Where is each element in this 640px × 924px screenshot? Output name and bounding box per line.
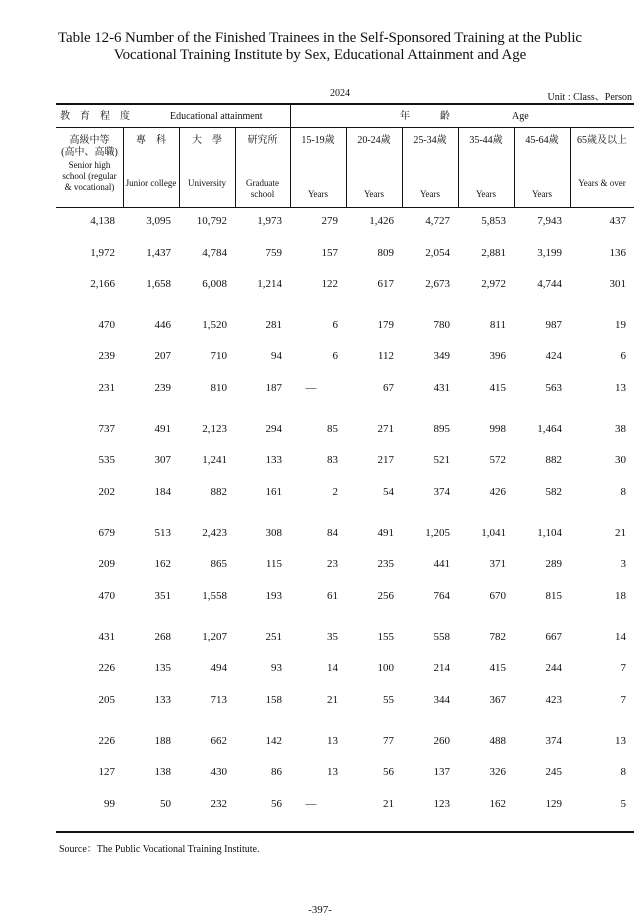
table-cell: 232 [210, 798, 227, 810]
table-cell: 424 [545, 350, 562, 362]
table-cell: 782 [489, 631, 506, 643]
table-cell: 10,792 [196, 215, 227, 227]
table-cell: 23 [327, 558, 338, 570]
table-cell: 667 [545, 631, 562, 643]
top-rule [56, 103, 634, 105]
table-cell: 162 [154, 558, 171, 570]
table-cell: 239 [98, 350, 115, 362]
table-cell: 136 [609, 247, 626, 259]
column-header-en: Senior high school (regular & vocational) [62, 160, 117, 192]
table-cell: 260 [433, 735, 450, 747]
table-cell: 214 [433, 662, 450, 674]
table-cell: 19 [615, 319, 626, 331]
table-cell: 14 [615, 631, 626, 643]
table-cell: 2,166 [90, 278, 115, 290]
column-header-en: Years [419, 189, 441, 199]
table-cell: 670 [489, 590, 506, 602]
column-header-en: Years [363, 189, 385, 199]
table-cell: 367 [489, 694, 506, 706]
table-cell: 1,426 [369, 215, 394, 227]
table-cell: 138 [154, 766, 171, 778]
table-cell: 289 [545, 558, 562, 570]
column-header-en: Years [475, 189, 497, 199]
table-cell: 6,008 [202, 278, 227, 290]
table-cell: 161 [265, 486, 282, 498]
table-cell: 1,241 [202, 454, 227, 466]
table-cell: 21 [383, 798, 394, 810]
table-cell: 184 [154, 486, 171, 498]
table-title [0, 30, 640, 64]
table-cell: 2,881 [481, 247, 506, 259]
table-cell: 5,853 [481, 215, 506, 227]
table-cell: 207 [154, 350, 171, 362]
table-cell: 710 [210, 350, 227, 362]
column-header-zh: 高級中等 [69, 135, 110, 146]
title-line-2: Vocational Training Institute by Sex, Educational Attainment and Age [113, 47, 527, 63]
table-cell: 6 [332, 350, 338, 362]
table-cell: 759 [265, 247, 282, 259]
table-cell: 123 [433, 798, 450, 810]
table-cell: 713 [210, 694, 227, 706]
table-cell: 67 [383, 382, 394, 394]
table-cell: 193 [265, 590, 282, 602]
table-cell: 8 [620, 766, 626, 778]
column-divider [290, 105, 291, 207]
bottom-rule [56, 831, 634, 833]
table-cell: 239 [154, 382, 171, 394]
column-header-en: Junior college [125, 178, 177, 188]
table-cell: 61 [327, 590, 338, 602]
table-cell: 1,972 [90, 247, 115, 259]
table-cell: 13 [615, 735, 626, 747]
unit-label: Unit : Class、Person [547, 92, 632, 103]
year-label: 2024 [330, 88, 350, 99]
table-cell: 217 [377, 454, 394, 466]
table-cell: 811 [489, 319, 506, 331]
table-cell: 307 [154, 454, 171, 466]
table-cell: 2,673 [425, 278, 450, 290]
table-cell: 226 [98, 662, 115, 674]
column-header-zh: 25-34歲 [413, 135, 447, 146]
table-cell: 94 [271, 350, 282, 362]
table-cell: 488 [489, 735, 506, 747]
edu-group-en: Educational attainment [170, 111, 263, 122]
table-cell: 426 [489, 486, 506, 498]
table-cell: 205 [98, 694, 115, 706]
table-cell: 1,205 [425, 527, 450, 539]
table-cell: 55 [383, 694, 394, 706]
table-cell: 521 [433, 454, 450, 466]
table-cell: 85 [327, 423, 338, 435]
column-header-zh: 15-19歲 [301, 135, 335, 146]
table-cell: 371 [489, 558, 506, 570]
table-cell: 582 [545, 486, 562, 498]
table-cell: 987 [545, 319, 562, 331]
edu-group-zh: 教 育 程 度 [60, 111, 130, 122]
table-cell: 231 [98, 382, 115, 394]
table-cell: 54 [383, 486, 394, 498]
table-cell: 155 [377, 631, 394, 643]
table-cell: 1,041 [481, 527, 506, 539]
table-cell: 56 [271, 798, 282, 810]
table-cell: 99 [104, 798, 115, 810]
table-cell: 226 [98, 735, 115, 747]
table-cell: 563 [545, 382, 562, 394]
table-cell: 187 [265, 382, 282, 394]
source-note: Source：The Public Vocational Training Institute. [59, 844, 260, 855]
table-cell: 446 [154, 319, 171, 331]
table-cell: 21 [327, 694, 338, 706]
table-cell: 3,199 [537, 247, 562, 259]
table-cell: 415 [489, 662, 506, 674]
column-header-en: Years & over [578, 178, 626, 188]
table-cell: 1,104 [537, 527, 562, 539]
column-header-en: Graduate school [246, 178, 279, 199]
table-cell: 2,423 [202, 527, 227, 539]
table-cell: 188 [154, 735, 171, 747]
table-cell: 209 [98, 558, 115, 570]
table-cell: 895 [433, 423, 450, 435]
table-cell: 245 [545, 766, 562, 778]
table-cell: 279 [321, 215, 338, 227]
column-header-en: University [188, 178, 226, 188]
table-cell: 133 [154, 694, 171, 706]
table-cell: 18 [615, 590, 626, 602]
table-cell: 162 [489, 798, 506, 810]
table-cell: 115 [265, 558, 282, 570]
table-cell: 38 [615, 423, 626, 435]
table-cell: 301 [609, 278, 626, 290]
table-cell: 491 [377, 527, 394, 539]
column-header-zh: 45-64歲 [525, 135, 559, 146]
table-cell: 122 [321, 278, 338, 290]
table-cell: 1,558 [202, 590, 227, 602]
table-cell: 268 [154, 631, 171, 643]
table-cell: 1,520 [202, 319, 227, 331]
table-cell: 396 [489, 350, 506, 362]
age-group-zh: 年 齡 [400, 111, 450, 122]
table-cell: 431 [433, 382, 450, 394]
table-cell: 679 [98, 527, 115, 539]
table-cell: 470 [98, 319, 115, 331]
table-cell: 7 [620, 662, 626, 674]
table-cell: 535 [98, 454, 115, 466]
table-cell: 35 [327, 631, 338, 643]
table-cell: 2 [332, 486, 338, 498]
table-cell: 1,207 [202, 631, 227, 643]
table-cell: 415 [489, 382, 506, 394]
table-cell: 4,784 [202, 247, 227, 259]
table-cell: 2,972 [481, 278, 506, 290]
table-cell: 1,658 [146, 278, 171, 290]
table-cell: 491 [154, 423, 171, 435]
table-cell: 6 [620, 350, 626, 362]
table-cell: 4,727 [425, 215, 450, 227]
table-cell: 374 [545, 735, 562, 747]
table-cell: 572 [489, 454, 506, 466]
table-cell: 470 [98, 590, 115, 602]
table-cell: 244 [545, 662, 562, 674]
table-cell: — [305, 798, 317, 810]
table-cell: 351 [154, 590, 171, 602]
table-cell: 344 [433, 694, 450, 706]
column-header-en: Years [531, 189, 553, 199]
table-cell: 84 [327, 527, 338, 539]
table-cell: 1,973 [257, 215, 282, 227]
table-cell: 179 [377, 319, 394, 331]
table-cell: 100 [377, 662, 394, 674]
table-cell: 133 [265, 454, 282, 466]
table-cell: 4,138 [90, 215, 115, 227]
table-cell: 374 [433, 486, 450, 498]
table-cell: 281 [265, 319, 282, 331]
table-cell: 8 [620, 486, 626, 498]
age-group-en: Age [512, 111, 529, 122]
table-cell: 513 [154, 527, 171, 539]
table-cell: 157 [321, 247, 338, 259]
table-cell: 7 [620, 694, 626, 706]
table-cell: 13 [327, 735, 338, 747]
table-cell: 142 [265, 735, 282, 747]
table-cell: 50 [160, 798, 171, 810]
column-header-zh: 大 學 [192, 135, 222, 146]
page-number: -397- [308, 904, 332, 916]
table-cell: 431 [98, 631, 115, 643]
table-cell: 882 [545, 454, 562, 466]
table-cell: 21 [615, 527, 626, 539]
table-cell: 251 [265, 631, 282, 643]
table-cell: 137 [433, 766, 450, 778]
column-header-zh-sub: (高中、高職) [61, 147, 118, 158]
table-cell: 135 [154, 662, 171, 674]
table-cell: 349 [433, 350, 450, 362]
table-cell: 662 [210, 735, 227, 747]
table-cell: 3 [620, 558, 626, 570]
table-cell: 235 [377, 558, 394, 570]
table-cell: 127 [98, 766, 115, 778]
table-cell: 430 [210, 766, 227, 778]
table-cell: 1,214 [257, 278, 282, 290]
column-header-zh: 研究所 [247, 135, 278, 146]
column-header-zh: 專 科 [136, 135, 166, 146]
table-cell: 294 [265, 423, 282, 435]
table-cell: 3,095 [146, 215, 171, 227]
column-header-en: Years [307, 189, 329, 199]
table-cell: 112 [377, 350, 394, 362]
table-cell: 308 [265, 527, 282, 539]
table-cell: 810 [210, 382, 227, 394]
table-cell: 256 [377, 590, 394, 602]
table-cell: 86 [271, 766, 282, 778]
table-cell: 13 [615, 382, 626, 394]
table-cell: 809 [377, 247, 394, 259]
column-header-zh: 35-44歲 [469, 135, 503, 146]
table-cell: 1,437 [146, 247, 171, 259]
table-cell: 5 [620, 798, 626, 810]
table-cell: 494 [210, 662, 227, 674]
table-cell: 1,464 [537, 423, 562, 435]
title-line-1: Table 12-6 Number of the Finished Trainees in the Self-Sponsored Training at the Public [58, 30, 582, 46]
table-cell: 271 [377, 423, 394, 435]
column-header-zh: 20-24歲 [357, 135, 391, 146]
table-cell: 2,123 [202, 423, 227, 435]
table-cell: 423 [545, 694, 562, 706]
table-cell: 129 [545, 798, 562, 810]
table-cell: 737 [98, 423, 115, 435]
table-cell: 617 [377, 278, 394, 290]
group-header-rule [56, 127, 634, 128]
table-cell: 4,744 [537, 278, 562, 290]
table-cell: 882 [210, 486, 227, 498]
table-cell: 83 [327, 454, 338, 466]
table-cell: 326 [489, 766, 506, 778]
table-cell: 158 [265, 694, 282, 706]
table-cell: 93 [271, 662, 282, 674]
table-cell: 6 [332, 319, 338, 331]
table-cell: 13 [327, 766, 338, 778]
column-header-zh: 65歲及以上 [577, 135, 627, 146]
table-cell: 815 [545, 590, 562, 602]
table-cell: 437 [609, 215, 626, 227]
table-cell: 77 [383, 735, 394, 747]
table-cell: 441 [433, 558, 450, 570]
table-cell: 2,054 [425, 247, 450, 259]
table-cell: 30 [615, 454, 626, 466]
table-cell: 14 [327, 662, 338, 674]
table-cell: — [305, 382, 317, 394]
table-cell: 558 [433, 631, 450, 643]
table-cell: 56 [383, 766, 394, 778]
table-cell: 780 [433, 319, 450, 331]
table-cell: 998 [489, 423, 506, 435]
table-cell: 202 [98, 486, 115, 498]
table-cell: 865 [210, 558, 227, 570]
table-cell: 7,943 [537, 215, 562, 227]
header-bottom-rule [56, 207, 634, 208]
table-cell: 764 [433, 590, 450, 602]
